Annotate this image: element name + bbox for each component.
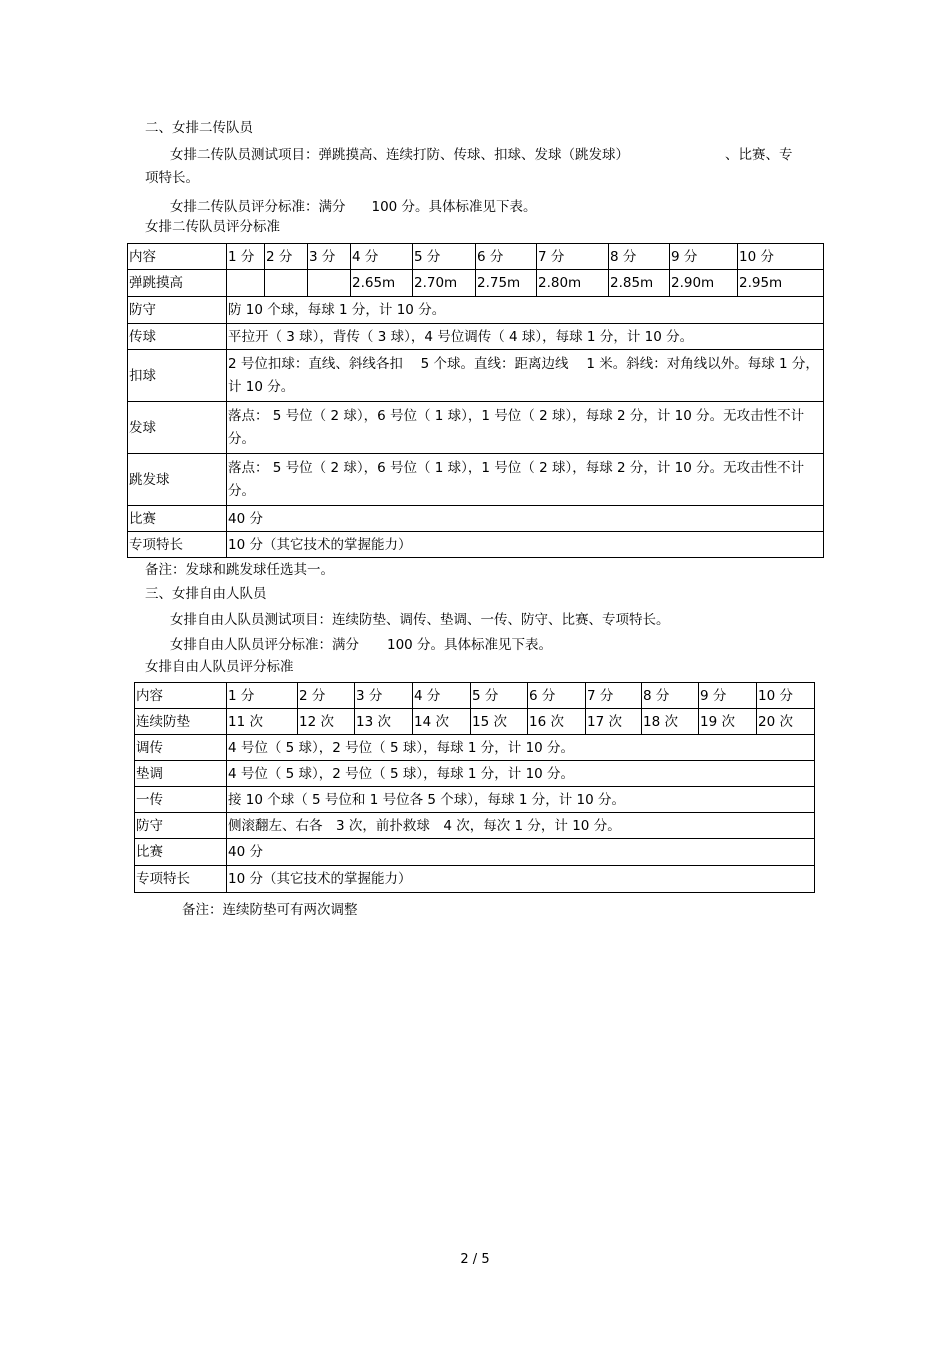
row-description: 侧滚翻左、右各 3 次，前扑救球 4 次，每次 1 分，计 10 分。 bbox=[227, 813, 815, 839]
score-standard-suffix: 100 分。具体标准见下表。 bbox=[387, 637, 553, 653]
table-cell: 14 次 bbox=[413, 709, 471, 735]
header-cell: 8 分 bbox=[642, 683, 699, 709]
table-cell: 19 次 bbox=[699, 709, 757, 735]
score-standard-suffix: 100 分。具体标准见下表。 bbox=[371, 199, 537, 215]
header-cell: 4 分 bbox=[351, 244, 413, 270]
row-description: 落点： 5 号位（ 2 球），6 号位（ 1 球），1 号位（ 2 球），每球 2 分，计 10 分。无攻击性不计分。 bbox=[227, 402, 824, 454]
score-standard-prefix: 女排二传队员评分标准：满分 bbox=[170, 199, 346, 215]
table-cell bbox=[308, 270, 351, 297]
table-cell: 2.95m bbox=[738, 270, 824, 297]
section2-score-standard bbox=[170, 197, 537, 217]
row-label: 连续防垫 bbox=[135, 709, 227, 735]
section3-note: 备注：连续防垫可有两次调整 bbox=[182, 902, 358, 918]
row-description: 防 10 个球，每球 1 分，计 10 分。 bbox=[227, 297, 824, 324]
row-label: 垫调 bbox=[135, 761, 227, 787]
header-cell: 2 分 bbox=[265, 244, 308, 270]
row-description: 40 分 bbox=[227, 506, 824, 532]
section2-note: 备注：发球和跳发球任选其一。 bbox=[145, 562, 334, 578]
table-cell: 18 次 bbox=[642, 709, 699, 735]
header-cell: 7 分 bbox=[537, 244, 609, 270]
setter-score-table bbox=[127, 243, 824, 558]
header-cell: 8 分 bbox=[609, 244, 670, 270]
table-cell: 2.75m bbox=[476, 270, 537, 297]
section2-test-items-cont: 项特长。 bbox=[145, 170, 199, 186]
row-label: 扣球 bbox=[128, 350, 227, 402]
header-cell: 3 分 bbox=[308, 244, 351, 270]
score-standard-prefix: 女排自由人队员评分标准：满分 bbox=[170, 637, 359, 653]
row-label: 防守 bbox=[135, 813, 227, 839]
table-cell: 2.85m bbox=[609, 270, 670, 297]
row-label: 一传 bbox=[135, 787, 227, 813]
table-cell bbox=[265, 270, 308, 297]
row-description: 落点： 5 号位（ 2 球），6 号位（ 1 球），1 号位（ 2 球），每球 2 分，计 10 分。无攻击性不计分。 bbox=[227, 454, 824, 506]
header-cell: 4 分 bbox=[413, 683, 471, 709]
row-description: 接 10 个球（ 5 号位和 1 号位各 5 个球），每球 1 分，计 10 分。 bbox=[227, 787, 815, 813]
row-description: 4 号位（ 5 球），2 号位（ 5 球），每球 1 分，计 10 分。 bbox=[227, 735, 815, 761]
libero-score-table bbox=[134, 682, 815, 893]
row-description: 平拉开（ 3 球），背传（ 3 球），4 号位调传（ 4 球），每球 1 分，计 10 分。 bbox=[227, 324, 824, 350]
header-cell: 3 分 bbox=[355, 683, 413, 709]
row-label: 比赛 bbox=[128, 506, 227, 532]
section2-table-caption: 女排二传队员评分标准 bbox=[145, 219, 280, 235]
table-cell: 15 次 bbox=[471, 709, 528, 735]
row-label: 弹跳摸高 bbox=[128, 270, 227, 297]
table-cell: 2.70m bbox=[413, 270, 476, 297]
table-cell: 2.90m bbox=[670, 270, 738, 297]
table-cell bbox=[227, 270, 265, 297]
row-description: 4 号位（ 5 球），2 号位（ 5 球），每球 1 分，计 10 分。 bbox=[227, 761, 815, 787]
header-cell: 2 分 bbox=[298, 683, 355, 709]
header-cell: 6 分 bbox=[476, 244, 537, 270]
row-label: 发球 bbox=[128, 402, 227, 454]
header-cell: 9 分 bbox=[699, 683, 757, 709]
section3-table-caption: 女排自由人队员评分标准 bbox=[145, 659, 294, 675]
row-description: 10 分（其它技术的掌握能力） bbox=[227, 532, 824, 558]
row-description: 40 分 bbox=[227, 839, 815, 866]
section2-test-items: 女排二传队员测试项目：弹跳摸高、连续打防、传球、扣球、发球（跳发球） bbox=[170, 147, 629, 163]
section2-test-items-tail: 、比赛、专 bbox=[725, 147, 793, 163]
header-cell: 1 分 bbox=[227, 683, 298, 709]
section3-score-standard bbox=[170, 635, 552, 655]
table-cell: 17 次 bbox=[586, 709, 642, 735]
header-cell: 5 分 bbox=[471, 683, 528, 709]
row-label: 防守 bbox=[128, 297, 227, 324]
page-number: 2 / 5 bbox=[460, 1252, 490, 1267]
row-description: 2 号位扣球：直线、斜线各扣 5 个球。直线：距离边线 1 米。斜线：对角线以外。每球 1 分，计 10 分。 bbox=[227, 350, 824, 402]
row-label: 跳发球 bbox=[128, 454, 227, 506]
table-cell: 11 次 bbox=[227, 709, 298, 735]
section3-heading: 三、女排自由人队员 bbox=[145, 586, 267, 602]
row-label: 比赛 bbox=[135, 839, 227, 866]
header-cell: 10 分 bbox=[738, 244, 824, 270]
row-description: 10 分（其它技术的掌握能力） bbox=[227, 866, 815, 893]
header-cell: 6 分 bbox=[528, 683, 586, 709]
table-cell: 13 次 bbox=[355, 709, 413, 735]
row-label: 传球 bbox=[128, 324, 227, 350]
section3-test-items: 女排自由人队员测试项目：连续防垫、调传、垫调、一传、防守、比赛、专项特长。 bbox=[170, 612, 670, 628]
row-label: 专项特长 bbox=[135, 866, 227, 893]
header-cell: 5 分 bbox=[413, 244, 476, 270]
table-cell: 2.80m bbox=[537, 270, 609, 297]
table-cell: 20 次 bbox=[757, 709, 815, 735]
header-cell: 内容 bbox=[128, 244, 227, 270]
row-label: 专项特长 bbox=[128, 532, 227, 558]
table-cell: 2.65m bbox=[351, 270, 413, 297]
header-cell: 7 分 bbox=[586, 683, 642, 709]
section2-heading: 二、女排二传队员 bbox=[145, 120, 253, 136]
header-cell: 1 分 bbox=[227, 244, 265, 270]
table-cell: 12 次 bbox=[298, 709, 355, 735]
header-cell: 10 分 bbox=[757, 683, 815, 709]
header-cell: 内容 bbox=[135, 683, 227, 709]
table-cell: 16 次 bbox=[528, 709, 586, 735]
row-label: 调传 bbox=[135, 735, 227, 761]
header-cell: 9 分 bbox=[670, 244, 738, 270]
